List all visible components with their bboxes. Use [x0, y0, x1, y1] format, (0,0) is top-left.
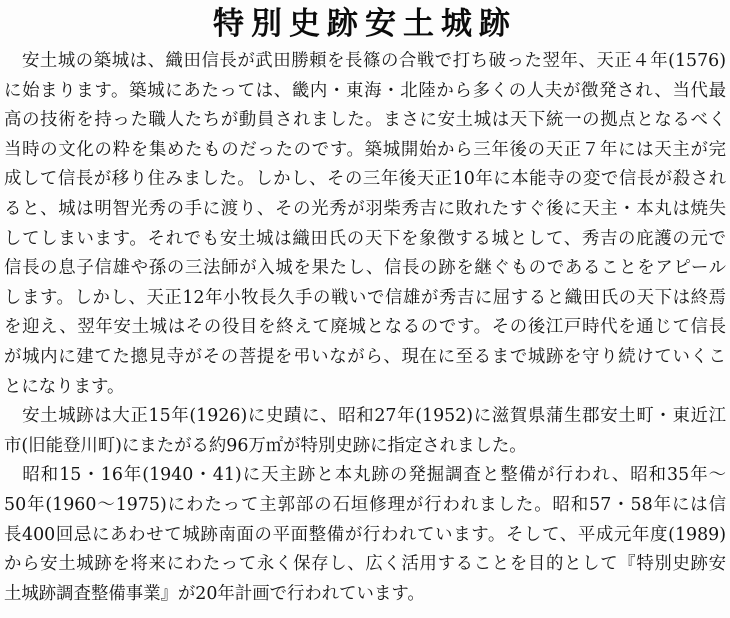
body-line: に始まります。築城にあたっては、畿内・東海・北陸から多くの人夫が徴発され、当代最 — [4, 80, 726, 101]
body-line: 長400回忌にあわせて城跡南面の平面整備が行われています。そして、平成元年度(1989) — [4, 524, 726, 545]
body-line: 高の技術を持った職人たちが動員されました。まさに安土城は天下統一の拠点となるべく — [4, 110, 726, 131]
body-line: から安土城跡を将来にわたって永く保存し、広く活用することを目的として『特別史跡安 — [4, 554, 726, 575]
body-line: 安土城の築城は、織田信長が武田勝頼を長篠の合戦で打ち破った翌年、天正４年(1576) — [4, 51, 726, 71]
body-line: ると、城は明智光秀の手に渡り、その光秀が羽柴秀吉に敗れたすぐ後に天主・本丸は焼失 — [4, 198, 726, 219]
body-line: 安土城跡は大正15年(1926)に史蹟に、昭和27年(1952)に滋賀県蒲生郡安土町・東近江 — [4, 406, 726, 427]
body-line: 市(旧能登川町)にまたがる約96万㎡が特別史跡に指定されました。 — [4, 435, 527, 456]
body-line: 土城跡調査整備事業』が20年計画で行われています。 — [4, 583, 425, 604]
body-line: が城内に建てた摠見寺がその菩提を弔いながら、現在に至るまで城跡を守り続けていくこ — [4, 346, 726, 367]
body-line: 昭和15・16年(1940・41)に天主跡と本丸跡の発掘調査と整備が行われ、昭和35年～ — [4, 465, 726, 486]
body-line: 当時の文化の粋を集めたものだったのです。築城開始から三年後の天正７年には天主が完 — [4, 139, 726, 160]
body-line: 信長の息子信雄や孫の三法師が入城を果たし、信長の跡を継ぐものであることをアピール — [4, 258, 726, 279]
body-line: を迎え、翌年安土城はその役目を終えて廃城となるのです。その後江戸時代を通じて信長 — [4, 317, 726, 338]
body-line: 成して信長が移り住みました。しかし、その三年後天正10年に本能寺の変で信長が殺され — [4, 169, 726, 190]
sign-title: 特別史跡安土城跡 — [213, 6, 517, 42]
body-line: してしまいます。それでも安土城は織田氏の天下を象徴する城として、秀吉の庇護の元で — [4, 228, 726, 249]
body-line: します。しかし、天正12年小牧長久手の戦いで信雄が秀吉に屈すると織田氏の天下は終焉 — [4, 287, 726, 308]
body-line: とになります。 — [4, 376, 125, 397]
sign-body-text — [4, 47, 726, 609]
body-line: 50年(1960～1975)にわたって主郭部の石垣修理が行われました。昭和57・58年には信 — [4, 494, 726, 515]
